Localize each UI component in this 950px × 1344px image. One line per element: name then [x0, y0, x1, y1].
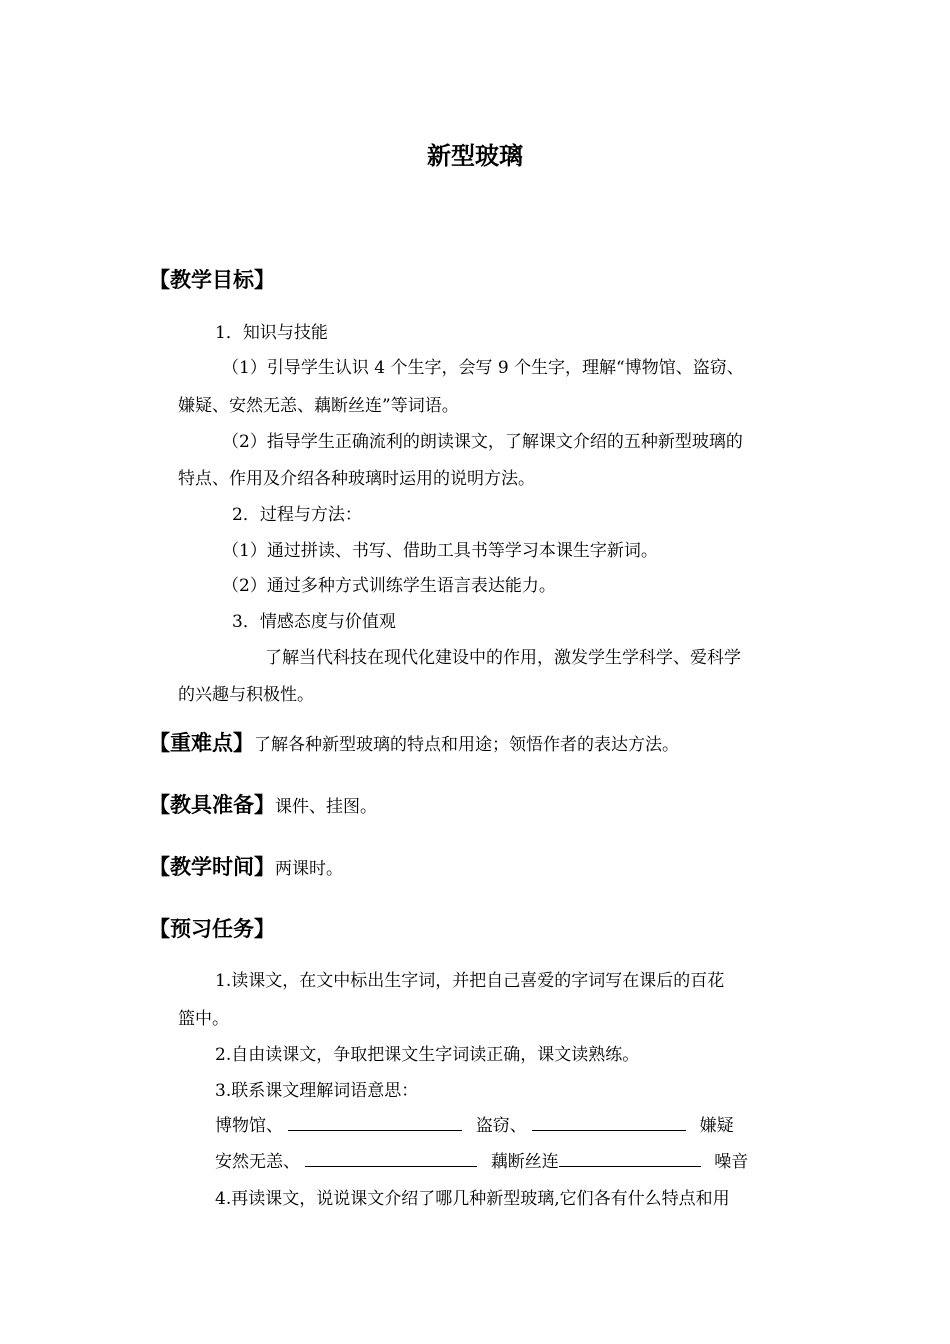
vocab-word: 噪音 [714, 1152, 749, 1172]
preview-heading [149, 913, 275, 943]
objectives-heading [149, 264, 275, 294]
objective-line: （2）指导学生正确流利的朗读课文，了解课文介绍的五种新型玻璃的 [222, 432, 743, 452]
objective-line: 特点、作用及介绍各种玻璃时运用的说明方法。 [178, 469, 535, 489]
objective-line: （1）引导学生认识 4 个生字，会写 9 个生字，理解“博物馆、盗窃、 [222, 358, 744, 378]
preview-task: 1.读课文，在文中标出生字词，并把自己喜爱的字词写在课后的百花 [215, 971, 725, 991]
preview-task: 3.联系课文理解词语意思： [215, 1081, 419, 1101]
objective-line: （2）通过多种方式训练学生语言表达能力。 [222, 576, 556, 596]
vocab-word: 盗窃、 [475, 1116, 527, 1136]
objective-line: 2．过程与方法： [232, 505, 362, 525]
key-points-section [149, 727, 679, 757]
preview-task: 4.再读课文，说说课文介绍了哪几种新型玻璃,它们各有什么特点和用 [215, 1189, 730, 1209]
vocab-word: 藕断丝连 [490, 1152, 559, 1172]
fill-blank[interactable] [532, 1112, 686, 1131]
document-title: 新型玻璃 [427, 142, 523, 170]
fill-blank[interactable] [559, 1148, 701, 1167]
materials-heading: 【教具准备】 [149, 793, 275, 817]
objective-line: （1）通过拼读、书写、借助工具书等学习本课生字新词。 [222, 541, 658, 561]
fill-blank[interactable] [288, 1112, 462, 1131]
key-points-heading: 【重难点】 [149, 731, 254, 755]
materials-section [149, 789, 377, 819]
objective-line: 的兴趣与积极性。 [178, 685, 314, 705]
vocab-word: 博物馆、 [215, 1116, 283, 1136]
preview-task: 2.自由读课文，争取把课文生字词读正确，课文读熟练。 [215, 1045, 640, 1065]
fill-blank[interactable] [305, 1148, 477, 1167]
time-heading: 【教学时间】 [149, 855, 275, 879]
vocab-row-2 [215, 1147, 748, 1172]
key-points-text: 了解各种新型玻璃的特点和用途；领悟作者的表达方法。 [254, 735, 679, 755]
time-text: 两课时。 [275, 859, 343, 879]
objective-line: 1．知识与技能 [215, 323, 328, 343]
materials-text: 课件、挂图。 [275, 797, 377, 817]
objective-line: 嫌疑、安然无恙、藕断丝连”等词语。 [178, 396, 459, 416]
vocab-row-1 [215, 1111, 734, 1136]
preview-heading-text: 【预习任务】 [149, 917, 275, 941]
objective-line: 了解当代科技在现代化建设中的作用，激发学生学科学、爱科学 [265, 648, 741, 668]
vocab-word: 安然无恙、 [215, 1152, 300, 1172]
vocab-word: 嫌疑 [699, 1116, 734, 1136]
preview-task: 篮中。 [178, 1009, 229, 1029]
time-section [149, 851, 343, 881]
objective-line: 3．情感态度与价值观 [232, 612, 396, 632]
objectives-heading-text: 【教学目标】 [149, 268, 275, 292]
